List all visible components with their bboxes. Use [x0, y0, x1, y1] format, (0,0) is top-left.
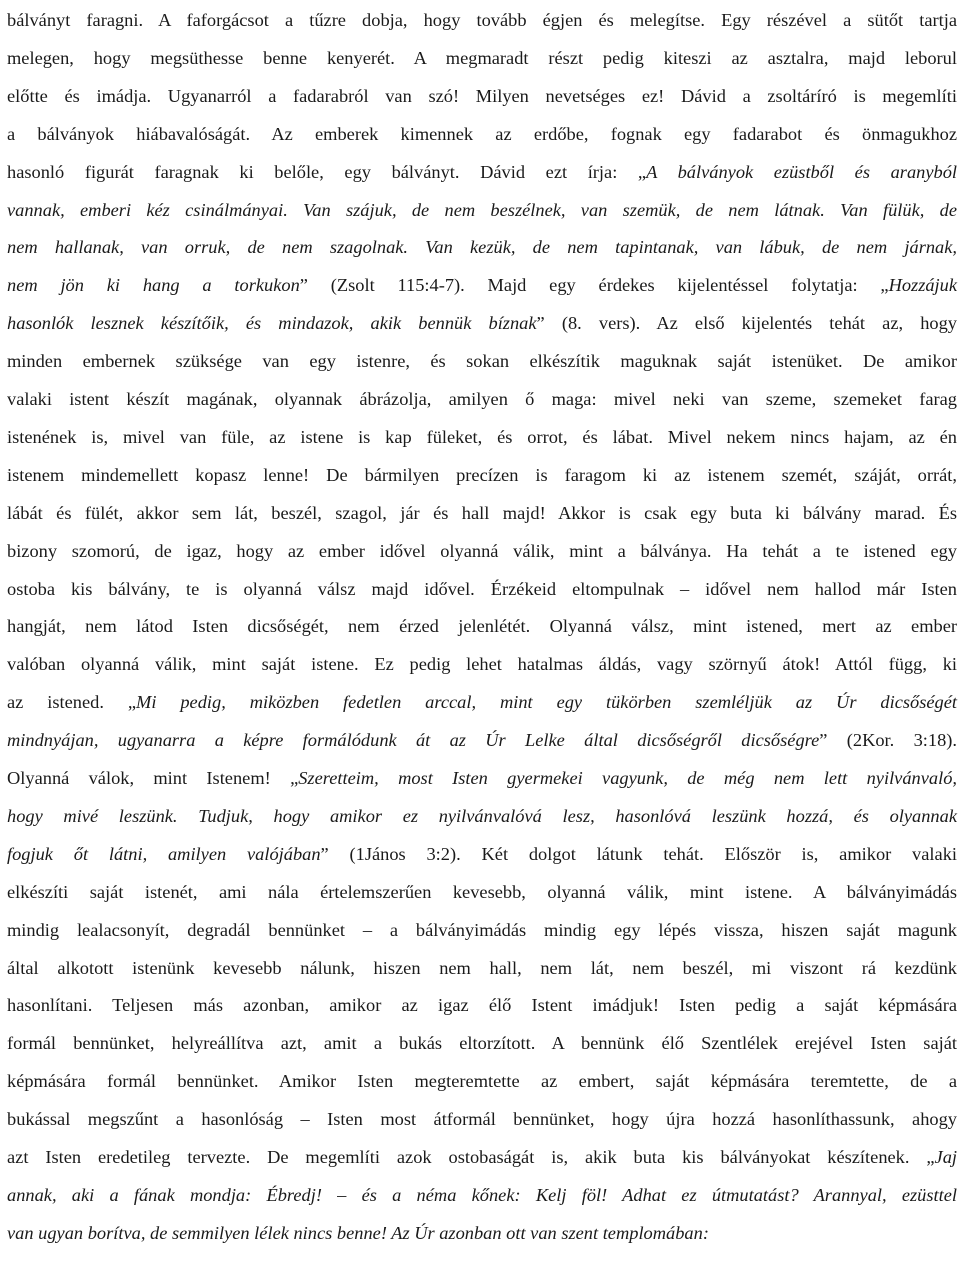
- text-line: [7, 1101, 957, 1138]
- body-text: azt Isten eredetileg tervezte. De megemlíti azok ostobaságát is, akik buta kis bálványokat készítenek. „: [7, 1147, 935, 1167]
- quoted-scripture-text: nem hallanak, van orruk, de nem szagolnak. Van kezük, de nem tapintanak, van lábuk, de nem járnak,: [7, 237, 957, 258]
- body-text: istenének is, mivel van füle, az istene is kap füleket, és orrot, és lábat. Mivel nekem nincs hajam, az én: [7, 426, 957, 447]
- body-text: bukással megszűnt a hasonlóság – Isten most átformál bennünket, hogy újra hozzá hasonlíthassunk, ahogy: [7, 1109, 957, 1130]
- text-line: [7, 836, 957, 873]
- body-text: valóban olyanná válik, mint saját istene. Ez pedig lehet hatalmas áldás, vagy szörnyű átok! Attól függ, ki: [7, 654, 957, 675]
- text-line: [7, 495, 957, 532]
- text-line: [7, 533, 957, 570]
- text-line: [7, 154, 957, 191]
- text-line: [7, 1063, 957, 1100]
- text-line: [7, 343, 957, 380]
- body-text: elkészíti saját istenét, ami nála értelemszerűen kevesebb, olyanná válik, mint istene. A bálványimádás: [7, 881, 957, 902]
- text-line: [7, 2, 957, 39]
- body-text: istenem mindemellett kopasz lenne! De bármilyen precízen is faragom ki az istenem szemét, száját, orrát,: [7, 464, 957, 485]
- text-line: [7, 1025, 957, 1062]
- quoted-scripture-text: hogy mivé leszünk. Tudjuk, hogy amikor ez nyilvánvalóvá lesz, hasonlóvá leszünk hozzá, és olyannak: [7, 805, 957, 826]
- body-text: formál bennünket, helyreállítva azt, amit a bukás eltorzított. A bennünk élő Szentlélek erejével Isten saját: [7, 1033, 957, 1054]
- text-line: [7, 760, 957, 797]
- text-line: [7, 1177, 957, 1214]
- text-line: [7, 381, 957, 418]
- body-text: előtte és imádja. Ugyanarról a fadarabról van szó! Milyen nevetséges ez! Dávid a zsoltáríró is megemlíti: [7, 85, 957, 106]
- quoted-scripture-text: hasonlók lesznek készítőik, és mindazok, akik bennük bíznak: [7, 313, 537, 334]
- body-text: Olyanná válok, mint Istenem! „: [7, 768, 299, 788]
- text-line: [7, 267, 957, 304]
- body-text: hangját, nem látod Isten dicsőségét, nem érzed jelenlétét. Olyanná válsz, mint istened, mert az ember: [7, 616, 957, 637]
- body-text: bálványt faragni. A faforgácsot a tűzre dobja, hogy tovább égjen és melegítse. Egy részével a sütőt tartja: [7, 10, 957, 30]
- body-text: képmására formál bennünket. Amikor Isten megteremtette az embert, saját képmására teremtette, de a: [7, 1071, 957, 1092]
- quoted-scripture-text: Szeretteim, most Isten gyermekei vagyunk, de még nem lett nyilvánvaló,: [298, 768, 957, 788]
- text-line: [7, 798, 957, 835]
- body-text: ” (8. vers). Az első kijelentés tehát az, hogy: [536, 313, 957, 334]
- body-text: hasonló figurát faragnak ki belőle, egy bálványt. Dávid ezt írja: „: [7, 161, 647, 182]
- body-text: a bálványok hiábavalóságát. Az emberek kimennek az erdőbe, fognak egy fadarabot és önmagukhoz: [7, 123, 957, 144]
- text-line: [7, 192, 957, 229]
- body-text: melegen, hogy megsüthesse benne kenyerét. A megmaradt részt pedig kiteszi az asztalra, majd leborul: [7, 47, 957, 68]
- quoted-scripture-text: Jaj: [934, 1147, 957, 1167]
- text-line: [7, 419, 957, 456]
- text-line: [7, 78, 957, 115]
- text-line: [7, 684, 957, 721]
- quoted-scripture-text: vannak, emberi kéz csinálmányai. Van szájuk, de nem beszélnek, van szemük, de nem látnak. Van fülük, de: [7, 199, 957, 220]
- quoted-scripture-text: Hozzájuk: [888, 275, 958, 296]
- quoted-scripture-text: mindnyájan, ugyanarra a képre formálódunk át az Úr Lelke által dicsőségről dicsőségre: [7, 730, 820, 751]
- body-text: ” (2Kor. 3:18).: [819, 730, 957, 751]
- text-line: [7, 1215, 957, 1252]
- body-text: ” (Zsolt 115:4-7). Majd egy érdekes kijelentéssel folytatja: „: [299, 275, 889, 296]
- body-text: hasonlítani. Teljesen más azonban, amikor az igaz élő Istent imádjuk! Isten pedig a saját képmására: [7, 995, 957, 1016]
- text-line: [7, 457, 957, 494]
- body-text: által alkotott istenünk kevesebb nálunk, hiszen nem hall, nem lát, nem beszél, mi viszont rá kezdünk: [7, 957, 957, 978]
- text-line: [7, 229, 957, 266]
- text-line: [7, 646, 957, 683]
- text-line: [7, 116, 957, 153]
- body-text: az istened. „: [7, 692, 136, 713]
- body-text: mindig lealacsonyít, degradál bennünket – a bálványimádás mindig egy lépés vissza, hiszen saját magunk: [7, 919, 957, 940]
- quoted-scripture-text: Mi pedig, miközben fedetlen arccal, mint egy tükörben szemléljük az Úr dicsőségét: [136, 692, 957, 713]
- quoted-scripture-text: fogjuk őt látni, amilyen valójában: [7, 843, 321, 864]
- text-line: [7, 608, 957, 645]
- body-text: minden embernek szüksége van egy istenre, és sokan elkészítik maguknak saját istenüket. De amikor: [7, 351, 957, 372]
- body-text: bizony szomorú, de igaz, hogy az ember idővel olyanná válik, mint a bálványa. Ha tehát a te istened egy: [7, 540, 957, 561]
- text-line: [7, 40, 957, 77]
- text-line: [7, 874, 957, 911]
- quoted-scripture-text: van ugyan borítva, de semmilyen lélek nincs benne! Az Úr azonban ott van szent templomában:: [7, 1222, 709, 1243]
- body-text: lábát és fülét, akkor sem lát, beszél, szagol, jár és hall majd! Akkor is csak egy buta ki bálvány marad. És: [7, 502, 957, 523]
- text-line: [7, 722, 957, 759]
- body-text: ” (1János 3:2). Két dolgot látunk tehát. Először is, amikor valaki: [320, 843, 957, 864]
- text-line: [7, 912, 957, 949]
- body-text: valaki istent készít magának, olyannak ábrázolja, amilyen ő maga: mivel neki van szeme, szemeket farag: [7, 389, 957, 409]
- text-line: [7, 1139, 957, 1176]
- text-line: [7, 571, 957, 608]
- text-line: [7, 950, 957, 987]
- quoted-scripture-text: nem jön ki hang a torkukon: [7, 275, 300, 296]
- text-line: [7, 305, 957, 342]
- text-line: [7, 987, 957, 1024]
- quoted-scripture-text: annak, aki a fának mondja: Ébredj! – és a néma kőnek: Kelj föl! Adhat ez útmutatást? Arannyal, ezüsttel: [7, 1184, 957, 1205]
- quoted-scripture-text: A bálványok ezüstből és aranyból: [646, 161, 957, 182]
- body-text: ostoba kis bálvány, te is olyanná válsz majd idővel. Érzékeid eltompulnak – idővel nem hallod már Isten: [7, 578, 957, 599]
